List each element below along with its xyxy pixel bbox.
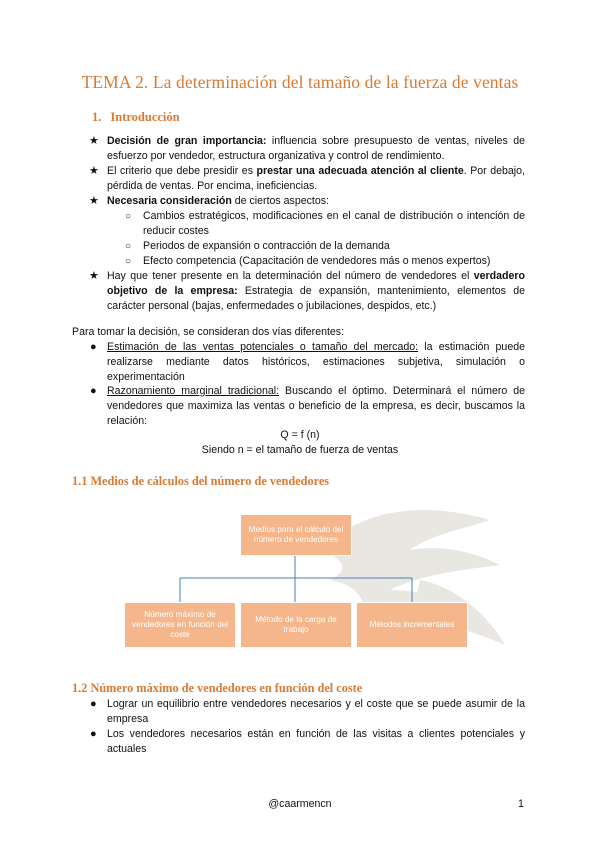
list-item: Los vendedores necesarios están en función de las visitas a clientes potenciales y actuales (107, 728, 525, 755)
star-bullet-icon: ★ (89, 165, 99, 177)
star-bullet-icon: ★ (89, 135, 99, 147)
diagram-child-box: Métodos incrementales (356, 602, 468, 648)
star-bullet-icon: ★ (89, 195, 99, 207)
diagram-child-box: Método de la carga de trabajo (240, 602, 352, 648)
section-label: Introducción (110, 110, 180, 124)
section-number: 1. (92, 110, 102, 124)
item-bold: verdadero objetivo de la empresa: (107, 270, 525, 297)
star-bullet-icon: ★ (89, 270, 99, 282)
item-text: la estimación puede realizarse mediante datos históricos, estimaciones subjetiva, simulación o experimentación (107, 341, 525, 383)
item-text: Hay que tener presente en la determinación del número de vendedores el (107, 270, 474, 282)
diagram-child-box: Número máximo de vendedores en función del coste (124, 602, 236, 648)
formula: Q = f (n) (280, 429, 320, 441)
item-bold: Decisión de gran importancia: (107, 135, 267, 147)
section-heading-1-2: 1.2 Número máximo de vendedores en función del coste (72, 681, 363, 695)
formula-note: Siendo n = el tamaño de fuerza de ventas (201, 444, 399, 456)
sub-list-item: Periodos de expansión o contracción de la demanda (143, 240, 390, 252)
item-bold: prestar una adecuada atención al cliente (256, 165, 464, 177)
item-text: . Por debajo, pérdida de ventas. Por encima, ineficiencias. (107, 165, 525, 192)
circle-bullet-icon: ○ (125, 241, 132, 252)
bullet-icon: ● (90, 385, 97, 397)
diagram-root-box: Medios para el cálculo del número de vendedores (240, 514, 352, 556)
bullet-icon: ● (90, 341, 97, 353)
decision-intro: Para tomar la decisión, se consideran dos vías diferentes: (72, 326, 345, 338)
bullet-icon: ● (90, 728, 97, 740)
item-text: Buscando el óptimo. Determinará el número de vendedores que maximiza las ventas o beneficio de la empresa, es decir, buscamos la relación: (107, 385, 525, 427)
item-text: El criterio que debe presidir es (107, 165, 257, 177)
item-underline: Razonamiento marginal tradicional: (107, 385, 280, 397)
section-heading-1-1: 1.1 Medios de cálculos del número de vendedores (72, 474, 330, 488)
sub-list-item: Efecto competencia (Capacitación de vendedores más o menos expertos) (143, 255, 491, 267)
circle-bullet-icon: ○ (125, 211, 132, 222)
item-text: Estrategia de expansión, mantenimiento, elementos de carácter personal (bajas, enfermedades o jubilaciones, despidos, etc.) (107, 285, 525, 312)
bullet-icon: ● (90, 698, 97, 710)
item-text: influencia sobre presupuesto de ventas, niveles de esfuerzo por vendedor, estructura organizativa y control de rendimiento. (107, 135, 525, 162)
item-text: de ciertos aspectos: (231, 195, 330, 207)
sub-list-item: Cambios estratégicos, modificaciones en el canal de distribución o intención de reducir costes (143, 210, 525, 237)
list-item: Lograr un equilibrio entre vendedores necesarios y el coste que se puede asumir de la empresa (107, 698, 525, 725)
page-number: 1 (518, 798, 524, 810)
footer-author: @caarmencn (268, 798, 332, 810)
item-bold: Necesaria consideración (107, 195, 232, 207)
item-underline: Estimación de las ventas potenciales o tamaño del mercado: (107, 341, 419, 353)
circle-bullet-icon: ○ (125, 256, 132, 267)
page-title: TEMA 2. La determinación del tamaño de la fuerza de ventas (81, 72, 519, 92)
